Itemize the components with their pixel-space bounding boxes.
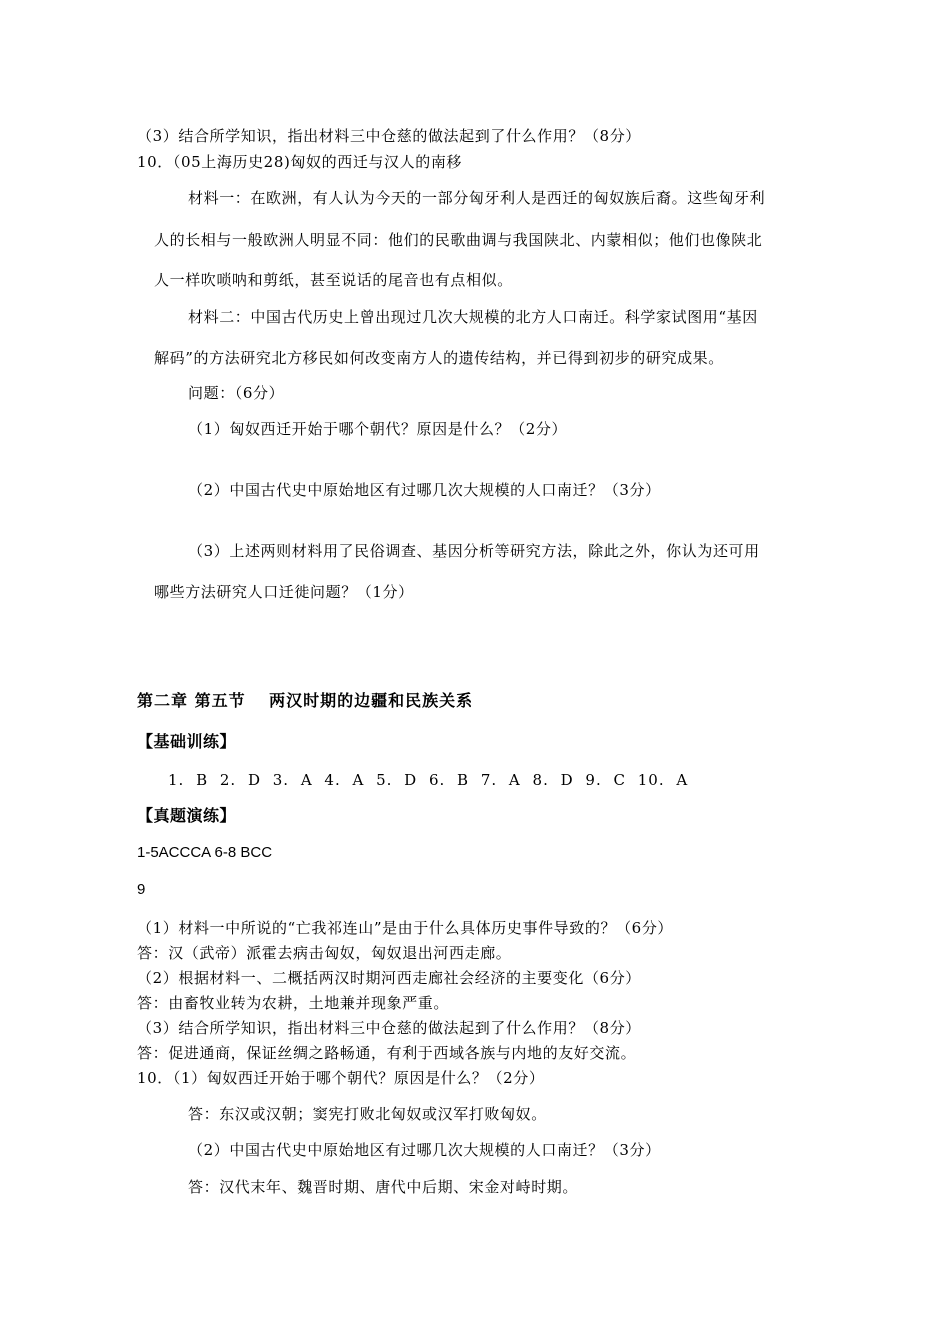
answer-9-question-3: （3）结合所学知识，指出材料三中仓慈的做法起到了什么作用？（8分） xyxy=(137,1019,641,1037)
question-3-line-2: 哪些方法研究人口迁徙问题？（1分） xyxy=(154,583,414,601)
chapter-heading: 第二章 第五节 两汉时期的边疆和民族关系 xyxy=(137,691,474,710)
question-label: 问题：（6分） xyxy=(188,384,285,402)
material-2-line-2: 解码”的方法研究北方移民如何改变南方人的遗传结构，并已得到初步的研究成果。 xyxy=(154,349,724,367)
material-1-line-2: 人的长相与一般欧洲人明显不同：他们的民歌曲调与我国陕北、内蒙相似；他们也像陕北 xyxy=(154,231,763,249)
question-3-top: （3）结合所学知识，指出材料三中仓慈的做法起到了什么作用？（8分） xyxy=(137,127,641,145)
answer-10-question-1: 10．（1）匈奴西迁开始于哪个朝代？原因是什么？（2分） xyxy=(137,1069,545,1087)
basic-training-answers: 1. B 2. D 3. A 4. A 5. D 6. B 7. A 8. D 9. C 10. A xyxy=(168,771,689,789)
material-1-line-3: 人一样吹唢呐和剪纸，甚至说话的尾音也有点相似。 xyxy=(154,271,513,289)
real-practice-answers: 1-5ACCCA 6-8 BCC xyxy=(137,844,273,861)
answer-9-answer-3: 答：促进通商，保证丝绸之路畅通，有利于西域各族与内地的友好交流。 xyxy=(137,1044,637,1062)
question-2: （2）中国古代史中原始地区有过哪几次大规模的人口南迁？（3分） xyxy=(188,481,661,499)
answer-10-answer-1: 答：东汉或汉朝；窦宪打败北匈奴或汉军打败匈奴。 xyxy=(188,1105,547,1123)
material-1-line-1: 材料一：在欧洲，有人认为今天的一部分匈牙利人是西迁的匈奴族后裔。这些匈牙利 xyxy=(188,189,766,207)
answer-10-question-2: （2）中国古代史中原始地区有过哪几次大规模的人口南迁？（3分） xyxy=(188,1141,661,1159)
answer-9-question-1: （1）材料一中所说的“亡我祁连山”是由于什么具体历史事件导致的？（6分） xyxy=(137,919,674,937)
question-number-9: 9 xyxy=(137,881,146,898)
question-1: （1）匈奴西迁开始于哪个朝代？原因是什么？（2分） xyxy=(188,420,568,438)
basic-training-label: 【基础训练】 xyxy=(137,732,237,751)
answer-9-answer-1: 答：汉（武帝）派霍去病击匈奴，匈奴退出河西走廊。 xyxy=(137,944,512,962)
answer-10-answer-2: 答：汉代末年、魏晋时期、唐代中后期、宋金对峙时期。 xyxy=(188,1178,579,1196)
material-2-line-1: 材料二：中国古代历史上曾出现过几次大规模的北方人口南迁。科学家试图用“基因 xyxy=(188,308,758,326)
answer-9-question-2: （2）根据材料一、二概括两汉时期河西走廊社会经济的主要变化（6分） xyxy=(137,969,641,987)
answer-9-answer-2: 答：由畜牧业转为农耕，土地兼并现象严重。 xyxy=(137,994,450,1012)
question-10-title: 10．（05上海历史28)匈奴的西迁与汉人的南移 xyxy=(137,153,463,171)
real-practice-label: 【真题演练】 xyxy=(137,806,237,825)
question-3-line-1: （3）上述两则材料用了民俗调查、基因分析等研究方法，除此之外，你认为还可用 xyxy=(188,542,760,560)
